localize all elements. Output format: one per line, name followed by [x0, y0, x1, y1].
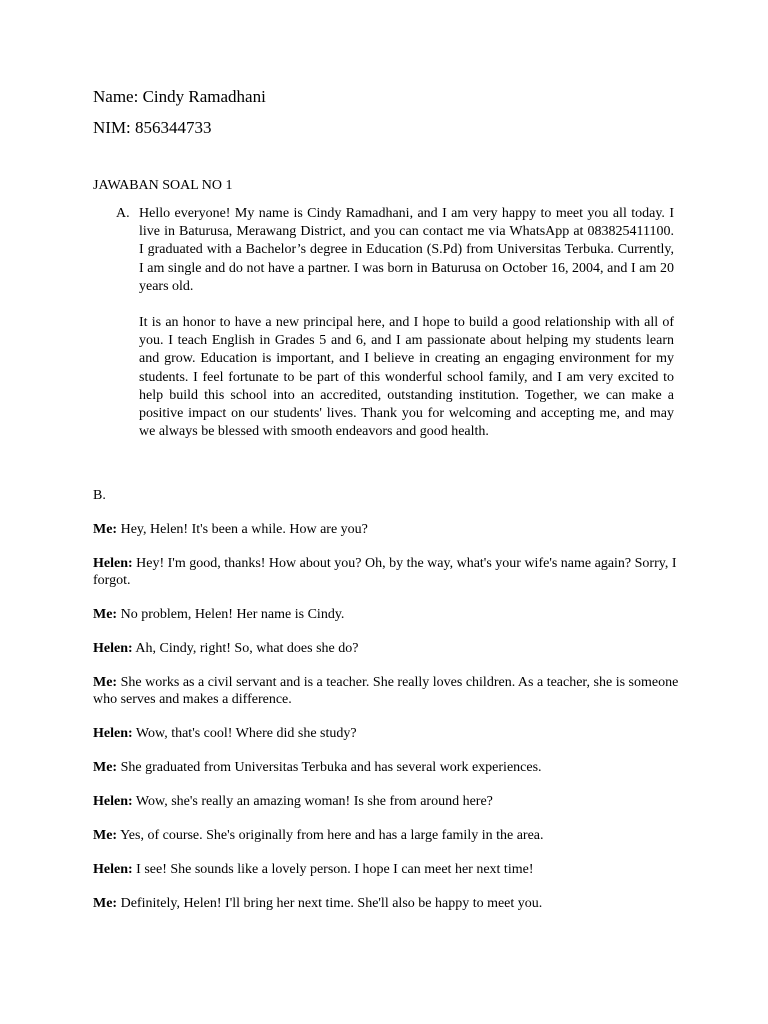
student-name: Name: Cindy Ramadhani [93, 87, 266, 106]
dialogue-text: Hey! I'm good, thanks! How about you? Oh, by the way, what's your wife's name again? Sorry, I forgot. [93, 556, 677, 588]
dialogue-speaker: Me: [93, 896, 118, 911]
student-nim: NIM: 856344733 [93, 118, 212, 137]
dialogue-speaker: Me: [93, 760, 118, 775]
dialogue-line [93, 793, 683, 810]
answer-part-a-body [139, 205, 674, 441]
dialogue-text: Hey, Helen! It's been a while. How are you? [117, 522, 368, 537]
dialogue-line [93, 861, 683, 878]
dialogue-text: Wow, she's really an amazing woman! Is she from around here? [132, 794, 493, 809]
dialogue-text: Definitely, Helen! I'll bring her next time. She'll also be happy to meet you. [117, 896, 543, 911]
dialogue-speaker: Helen: [93, 794, 133, 809]
answer-part-a [116, 205, 674, 441]
dialogue-speaker: Helen: [93, 556, 133, 571]
dialogue-text: Wow, that's cool! Where did she study? [132, 726, 357, 741]
dialogue-speaker: Me: [93, 828, 118, 843]
dialogue-text: She graduated from Universitas Terbuka and has several work experiences. [117, 760, 542, 775]
dialogue-speaker: Helen: [93, 862, 133, 877]
dialogue-line [93, 895, 683, 912]
dialogue [93, 521, 683, 929]
dialogue-line [93, 606, 683, 623]
dialogue-speaker: Me: [93, 607, 118, 622]
dialogue-text: Ah, Cindy, right! So, what does she do? [132, 641, 359, 656]
dialogue-speaker: Me: [93, 675, 118, 690]
list-marker-a: A. [116, 206, 130, 221]
list-marker-b: B. [93, 488, 106, 503]
paragraph-principal-welcome: It is an honor to have a new principal here, and I hope to build a good relationship with all of you. I teach English in Grades 5 and 6, and I am passionate about helping my students learn and grow. Education is important, and I believe in creating an engaging environment for my students. I feel fortunate to be part of this wonderful school family, and I am very excited to help build this school into an accredited, outstanding institution. Together, we can make a positive impact on our students' lives. Thank you for welcoming and accepting me, and may we always be blessed with smooth endeavors and good health. [139, 315, 674, 440]
dialogue-line [93, 555, 683, 589]
dialogue-line [93, 640, 683, 657]
dialogue-speaker: Helen: [93, 641, 133, 656]
dialogue-text: I see! She sounds like a lovely person. I hope I can meet her next time! [132, 862, 534, 877]
dialogue-line [93, 725, 683, 742]
dialogue-text: Yes, of course. She's originally from here and has a large family in the area. [117, 828, 544, 843]
dialogue-line [93, 521, 683, 538]
dialogue-text: No problem, Helen! Her name is Cindy. [117, 607, 345, 622]
dialogue-line [93, 674, 683, 708]
dialogue-text: She works as a civil servant and is a teacher. She really loves children. As a teacher, she is someone who serves and makes a difference. [93, 675, 679, 707]
dialogue-line [93, 827, 683, 844]
section-title: JAWABAN SOAL NO 1 [93, 178, 233, 193]
dialogue-line [93, 759, 683, 776]
paragraph-introduction: Hello everyone! My name is Cindy Ramadhani, and I am very happy to meet you all today. I live in Baturusa, Merawang District, and you can contact me via WhatsApp at 083825411100. I graduated with a Bachelor’s degree in Education (S.Pd) from Universitas Terbuka. Currently, I am single and do not have a partner. I was born in Baturusa on October 16, 2004, and I am 20 years old. [139, 206, 674, 294]
dialogue-speaker: Me: [93, 522, 118, 537]
dialogue-speaker: Helen: [93, 726, 133, 741]
